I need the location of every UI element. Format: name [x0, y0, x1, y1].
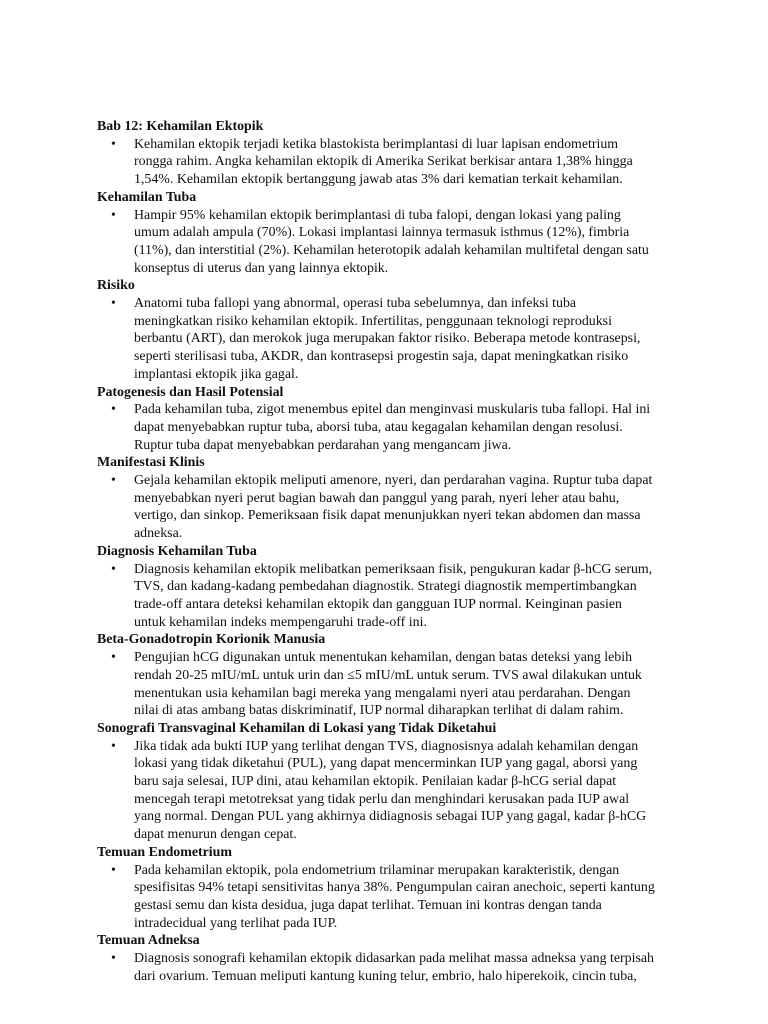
- bullet-text: Diagnosis sonografi kehamilan ektopik didasarkan pada melihat massa adneksa yang terpisah dari ovarium. Temuan meliputi kantung kuning telur, embrio, halo hiperekoik, cincin tuba,: [134, 951, 654, 984]
- section-heading: Patogenesis dan Hasil Potensial: [97, 384, 284, 400]
- section-sonografi-transvaginal: [97, 720, 657, 844]
- bullet-list: [97, 472, 657, 543]
- section-heading: Temuan Adneksa: [97, 933, 200, 949]
- bullet-list: [97, 738, 657, 844]
- bullet-list: [97, 862, 657, 933]
- section-heading: Manifestasi Klinis: [97, 455, 205, 471]
- bullet-item: [97, 136, 657, 189]
- section-heading: Risiko: [97, 278, 135, 294]
- section-patogenesis: [97, 384, 657, 455]
- section-bab-12: [97, 118, 657, 189]
- bullet-icon: •: [111, 561, 116, 577]
- section-temuan-endometrium: [97, 844, 657, 933]
- section-heading: Sonografi Transvaginal Kehamilan di Lokasi yang Tidak Diketahui: [97, 720, 497, 736]
- section-diagnosis-kehamilan-tuba: [97, 543, 657, 632]
- section-risiko: [97, 277, 657, 383]
- bullet-icon: •: [111, 207, 116, 223]
- section-heading: Beta-Gonadotropin Korionik Manusia: [97, 632, 326, 648]
- bullet-icon: •: [111, 402, 116, 418]
- bullet-item: [97, 295, 657, 384]
- bullet-text: Kehamilan ektopik terjadi ketika blastokista berimplantasi di luar lapisan endometrium rongga rahim. Angka kehamilan ektopik di Amerika Serikat berkisar antara 1,38% hingga 1,54%. Kehamilan ektopik bertanggung jawab atas 3% dari kematian terkait kehamilan.: [134, 136, 633, 188]
- bullet-text: Gejala kehamilan ektopik meliputi amenore, nyeri, dan perdarahan vagina. Ruptur tuba dapat menyebabkan nyeri perut bagian bawah dan panggul yang parah, nyeri leher atau bahu, vertigo, dan sinkop. Pemeriksaan fisik dapat menunjukkan nyeri tekan abdomen dan massa adneksa.: [134, 473, 653, 542]
- bullet-icon: •: [111, 296, 116, 312]
- bullet-text: Anatomi tuba fallopi yang abnormal, operasi tuba sebelumnya, dan infeksi tuba meningkatkan risiko kehamilan ektopik. Infertilitas, penggunaan teknologi reproduksi berbantu (ART), dan merokok juga merupakan faktor risiko. Beberapa metode kontrasepsi, seperti sterilisasi tuba, AKDR, dan kontrasepsi progestin saja, dapat meningkatkan risiko implantasi ektopik jika gagal.: [134, 296, 641, 382]
- section-manifestasi-klinis: [97, 454, 657, 543]
- section-kehamilan-tuba: [97, 189, 657, 278]
- bullet-list: [97, 649, 657, 720]
- bullet-item: [97, 207, 657, 278]
- bullet-icon: •: [111, 738, 116, 754]
- bullet-text: Hampir 95% kehamilan ektopik berimplantasi di tuba falopi, dengan lokasi yang paling umum adalah ampula (70%). Lokasi implantasi lainnya termasuk isthmus (12%), fimbria (11%), dan interstitial (2%). Kehamilan heterotopik adalah kehamilan multifetal dengan satu konseptus di uterus dan yang lainnya ektopik.: [134, 207, 649, 276]
- bullet-item: [97, 950, 657, 985]
- bullet-icon: •: [111, 951, 116, 967]
- bullet-icon: •: [111, 136, 116, 152]
- bullet-text: Pengujian hCG digunakan untuk menentukan kehamilan, dengan batas deteksi yang lebih rendah 20-25 mIU/mL untuk urin dan ≤5 mIU/mL untuk serum. TVS awal dilakukan untuk menentukan usia kehamilan bagi mereka yang mengalami nyeri atau perdarahan. Dengan nilai di atas ambang batas diskriminatif, IUP normal diharapkan terlihat di dalam rahim.: [134, 650, 642, 719]
- bullet-text: Jika tidak ada bukti IUP yang terlihat dengan TVS, diagnosisnya adalah kehamilan dengan lokasi yang tidak diketahui (PUL), yang dapat mencerminkan IUP yang gagal, aborsi yang baru saja selesai, IUP dini, atau kehamilan ektopik. Penilaian kadar β-hCG serial dapat mencegah terapi metotreksat yang tidak perlu dan menghindari kerusakan pada IUP awal yang normal. Dengan PUL yang akhirnya didiagnosis sebagai IUP yang gagal, kadar β-hCG dapat menurun dengan cepat.: [134, 738, 647, 843]
- bullet-list: [97, 401, 657, 454]
- section-heading: Kehamilan Tuba: [97, 189, 197, 205]
- bullet-item: [97, 862, 657, 933]
- document-page: [97, 118, 657, 985]
- section-heading: Diagnosis Kehamilan Tuba: [97, 543, 257, 559]
- bullet-text: Pada kehamilan ektopik, pola endometrium trilaminar merupakan karakteristik, dengan spesifisitas 94% tetapi sensitivitas hanya 38%. Pengumpulan cairan anechoic, seperti kantung gestasi semu dan kista desidua, juga dapat terlihat. Temuan ini kontras dengan tanda intradecidual yang terlihat pada IUP.: [134, 862, 655, 931]
- bullet-item: [97, 649, 657, 720]
- bullet-text: Diagnosis kehamilan ektopik melibatkan pemeriksaan fisik, pengukuran kadar β-hCG serum, TVS, dan kadang-kadang pembedahan diagnostik. Strategi diagnostik mempertimbangkan trade-off antara deteksi kehamilan ektopik dan gangguan IUP normal. Keinginan pasien untuk kehamilan indeks mempengaruhi trade-off ini.: [134, 561, 653, 630]
- bullet-icon: •: [111, 473, 116, 489]
- bullet-list: [97, 561, 657, 632]
- section-heading: Temuan Endometrium: [97, 844, 232, 860]
- section-heading: Bab 12: Kehamilan Ektopik: [97, 119, 264, 134]
- bullet-item: [97, 401, 657, 454]
- bullet-text: Pada kehamilan tuba, zigot menembus epitel dan menginvasi muskularis tuba fallopi. Hal ini dapat menyebabkan ruptur tuba, aborsi tuba, atau kegagalan kehamilan dengan resolusi. Ruptur tuba dapat menyebabkan perdarahan yang mengancam jiwa.: [134, 402, 651, 453]
- bullet-item: [97, 561, 657, 632]
- bullet-list: [97, 950, 657, 985]
- bullet-list: [97, 136, 657, 189]
- bullet-icon: •: [111, 862, 116, 878]
- bullet-icon: •: [111, 650, 116, 666]
- bullet-item: [97, 738, 657, 844]
- section-beta-gonadotropin: [97, 631, 657, 720]
- bullet-item: [97, 472, 657, 543]
- section-temuan-adneksa: [97, 932, 657, 985]
- bullet-list: [97, 295, 657, 384]
- bullet-list: [97, 207, 657, 278]
